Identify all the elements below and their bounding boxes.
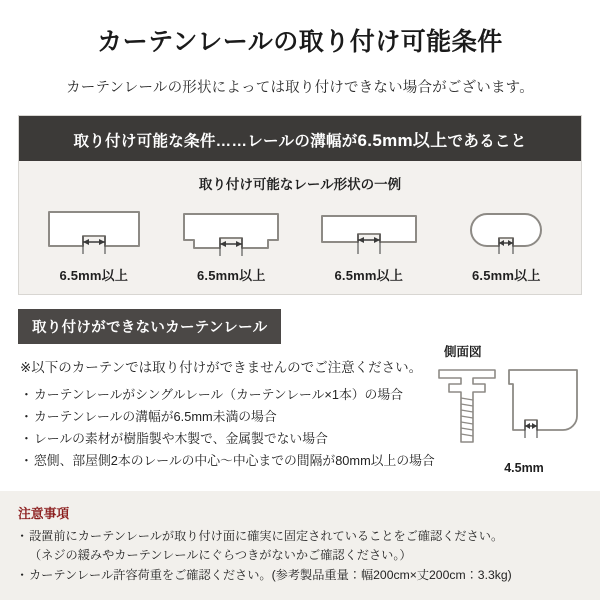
side-view-dim-label: 4.5mm <box>504 461 544 475</box>
caution-list <box>18 527 582 586</box>
rail-shape-cell-4 <box>441 201 571 284</box>
side-view-title: 側面図 <box>444 345 482 359</box>
rail-dim-label-3: 6.5mm以上 <box>334 268 404 283</box>
rail-dim-label-4: 6.5mm以上 <box>471 268 541 283</box>
allowed-conditions-header-suffix: であること <box>447 133 527 150</box>
rail-shape-round-icon <box>441 201 571 263</box>
side-view-rail-icon <box>426 364 586 461</box>
allowed-conditions-panel <box>18 115 582 295</box>
rail-dim-label-1: 6.5mm以上 <box>59 268 129 283</box>
rail-shape-cell-2 <box>166 201 296 284</box>
rail-shape-cell-3 <box>304 201 434 284</box>
rail-shape-flat-slot-icon <box>304 201 434 263</box>
not-allowed-note: ※以下のカーテンでは取り付けができませんのでご注意ください。 <box>20 360 423 375</box>
rail-dim-label-2: 6.5mm以上 <box>196 268 266 283</box>
page-title: カーテンレールの取り付け可能条件 <box>97 28 503 56</box>
list-item: ・ カーテンレールの溝幅が6.5mm未満の場合 <box>22 406 600 428</box>
allowed-shapes-subtitle: 取り付け可能なレール形状の一例 <box>19 161 581 197</box>
allowed-conditions-header <box>19 116 581 161</box>
list-item: （ネジの緩みやカーテンレールにぐらつきがないかご確認ください。） <box>29 548 412 563</box>
not-allowed-badge: 取り付けができないカーテンレール <box>18 309 281 344</box>
rail-shape-square-slot-icon <box>29 201 159 263</box>
rail-shape-wide-slot-icon <box>166 201 296 263</box>
allowed-conditions-header-prefix: 取り付け可能な条件……レールの溝幅が <box>73 133 358 150</box>
caution-title: 注意事項 <box>18 505 70 521</box>
list-item: ・ カーテンレールがシングルレール（カーテンレール×1本）の場合 <box>22 384 600 406</box>
side-view-figure <box>426 342 586 475</box>
allowed-conditions-header-strong: 6.5mm以上 <box>357 131 448 150</box>
rail-shape-row <box>19 197 581 294</box>
caution-block <box>0 491 600 600</box>
rail-shape-cell-1 <box>29 201 159 284</box>
list-item: ・ 窓側、部屋側2本のレールの中心～中心までの間隔が80mm以上の場合 <box>22 450 600 472</box>
page-subtitle: カーテンレールの形状によっては取り付けできない場合がございます。 <box>66 80 534 96</box>
list-item: ・ 設置前にカーテンレールが取り付け面に確実に固定されていることをご確認ください。 <box>18 527 582 547</box>
list-item: ・ レールの素材が樹脂製や木製で、金属製でない場合 <box>22 428 600 450</box>
list-item: ・ カーテンレール許容荷重をご確認ください。(参考製品重量：幅200cm×丈200cm：3.3kg) <box>18 566 582 586</box>
